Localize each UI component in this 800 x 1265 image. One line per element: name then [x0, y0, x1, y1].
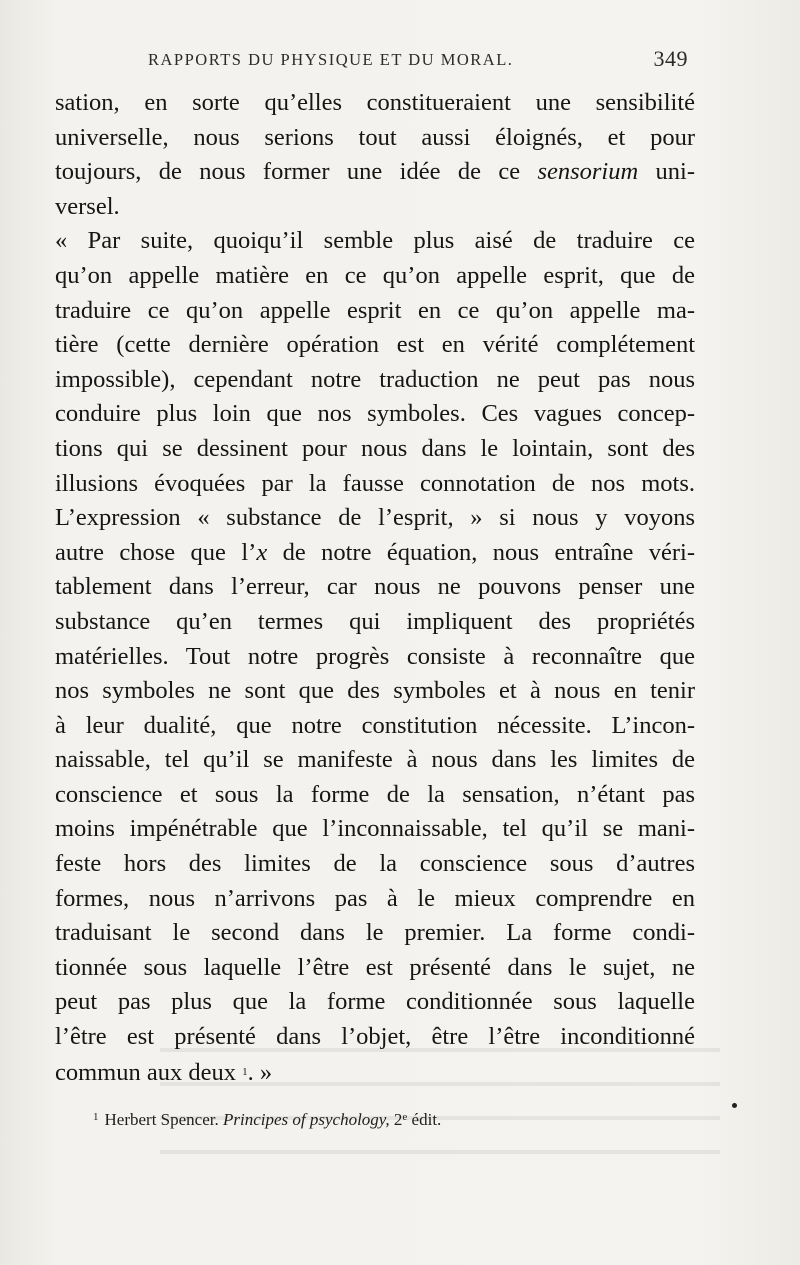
- body-text: [55, 86, 695, 1089]
- running-head: [148, 46, 688, 76]
- text-line-segment: de notre équation, nous entraîne véri-: [267, 538, 695, 566]
- text-line-segment: feste hors des limites de la conscience sous d’autres: [55, 850, 695, 878]
- text-line: [55, 328, 695, 363]
- text-line: [55, 985, 695, 1020]
- footnote-edition-number: 2: [389, 1110, 403, 1129]
- text-line-segment: sation, en sorte qu’elles constitueraient une sensibilité: [55, 89, 695, 116]
- text-line-segment: naissable, tel qu’il se manifeste à nous dans les limites de: [55, 746, 695, 774]
- text-line-segment: traduisant le second dans le premier. La forme condi-: [55, 919, 695, 947]
- text-line-segment: l’être est présenté dans l’objet, être l’être inconditionné: [55, 1023, 695, 1051]
- text-line: [55, 743, 695, 778]
- text-line: [55, 155, 695, 190]
- italic-term: x: [256, 538, 268, 566]
- text-line-last: [55, 1055, 695, 1090]
- text-line: [55, 259, 695, 294]
- text-line: [55, 467, 695, 502]
- text-line-segment: tions qui se dessinent pour nous dans le lointain, sont des: [55, 434, 695, 462]
- text-line-segment: peut pas plus que la forme conditionnée sous laquelle: [55, 988, 695, 1016]
- footnote-work-title: Principes of psychology,: [222, 1110, 390, 1129]
- text-line: [55, 121, 695, 156]
- text-line-segment: à leur dualité, que notre constitution nécessite. L’incon-: [55, 711, 695, 739]
- text-line-segment: impossible), cependant notre traduction ne peut pas nous: [55, 365, 695, 393]
- text-line-segment: traduire ce qu’on appelle esprit en ce qu’on appelle ma-: [55, 296, 695, 324]
- text-line-segment: tablement dans l’erreur, car nous ne pouvons penser une: [55, 573, 695, 601]
- text-line-segment: L’expression « substance de l’esprit, » si nous y voyons: [55, 504, 695, 532]
- text-line: [55, 951, 695, 986]
- footnote-edition-text: édit.: [407, 1110, 442, 1129]
- closing-quote: . »: [247, 1058, 273, 1086]
- running-head-title: RAPPORTS DU PHYSIQUE ET DU MORAL.: [148, 50, 514, 69]
- text-line: [55, 86, 695, 121]
- text-line-segment: toujours, de nous former une idée de ce: [55, 158, 538, 186]
- text-line: [55, 778, 695, 813]
- text-line-segment: « Par suite, quoiqu’il semble plus aisé de traduire ce: [55, 227, 695, 255]
- text-line-segment: moins impénétrable que l’inconnaissable, tel qu’il se mani-: [55, 815, 695, 843]
- footnote: [93, 1110, 653, 1130]
- text-line: [55, 709, 695, 744]
- text-line: [55, 294, 695, 329]
- text-line: [55, 397, 695, 432]
- text-line-segment: qu’on appelle matière en ce qu’on appelle esprit, que de: [55, 261, 695, 289]
- text-line: [55, 812, 695, 847]
- text-line: [55, 501, 695, 536]
- text-line-segment: formes, nous n’arrivons pas à le mieux comprendre en: [55, 884, 695, 912]
- footnote-reference: 1: [242, 1065, 248, 1078]
- text-line-segment: matérielles. Tout notre progrès consiste à reconnaître que: [55, 642, 695, 670]
- footnote-marker: 1: [93, 1111, 99, 1123]
- text-line-segment: conduire plus loin que nos symboles. Ces vagues concep-: [55, 400, 695, 428]
- text-line-segment: tionnée sous laquelle l’être est présenté dans le sujet, ne: [55, 953, 695, 981]
- footnote-author: Herbert Spencer.: [104, 1110, 223, 1129]
- text-line: [55, 570, 695, 605]
- italic-term: sensorium: [537, 158, 639, 186]
- text-line: [55, 605, 695, 640]
- text-line-segment: substance qu’en termes qui impliquent des propriétés: [55, 607, 695, 635]
- text-line: [55, 674, 695, 709]
- text-line-segment: universelle, nous serions tout aussi éloignés, et pour: [55, 123, 695, 151]
- text-line: [55, 1020, 695, 1055]
- footnote-edition-superscript: e: [402, 1111, 408, 1123]
- text-line-segment: commun aux deux: [55, 1058, 236, 1086]
- text-line-segment: tière (cette dernière opération est en vérité complétement: [55, 331, 695, 359]
- text-line: [55, 916, 695, 951]
- ink-speck: [732, 1103, 737, 1108]
- text-line-segment: uni-: [638, 158, 695, 186]
- text-line-segment: nos symboles ne sont que des symboles et à nous en tenir: [55, 677, 695, 705]
- text-line-segment: versel.: [55, 192, 120, 220]
- text-line: [55, 640, 695, 675]
- text-line-segment: conscience et sous la forme de la sensation, n’étant pas: [55, 780, 695, 808]
- text-line: [55, 224, 695, 259]
- text-line: [55, 190, 695, 225]
- text-line: [55, 363, 695, 398]
- text-line: [55, 536, 695, 571]
- text-line-segment: autre chose que l’: [55, 538, 257, 566]
- text-line: [55, 882, 695, 917]
- page-number: 349: [653, 46, 688, 71]
- text-line-segment: illusions évoquées par la fausse connotation de nos mots.: [55, 469, 695, 497]
- text-line: [55, 432, 695, 467]
- text-line: [55, 847, 695, 882]
